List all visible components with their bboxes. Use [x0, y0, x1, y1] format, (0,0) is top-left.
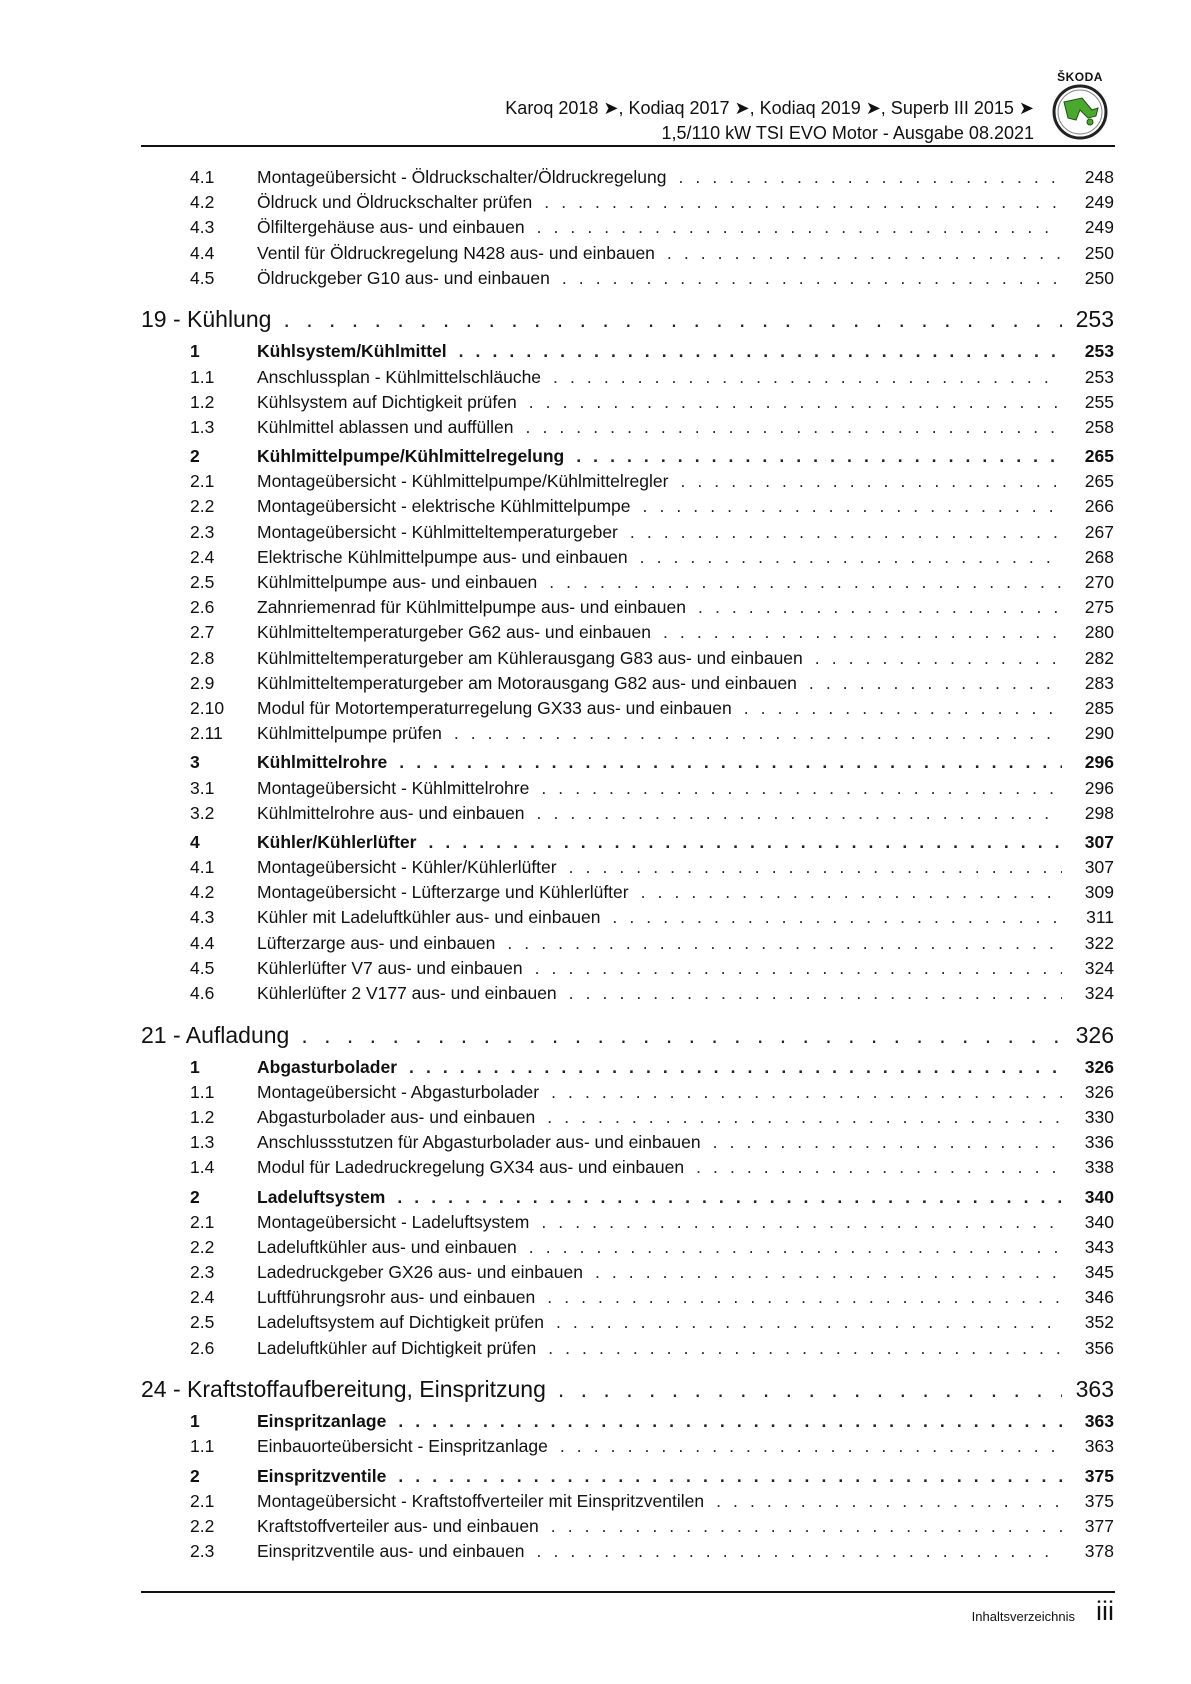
- entry-title: Einspritzventile: [257, 1465, 387, 1486]
- entry-title: Abgasturbolader: [257, 1056, 398, 1077]
- toc-entry[interactable]: [141, 1260, 1114, 1285]
- toc-entry[interactable]: [141, 1489, 1114, 1514]
- toc-entry[interactable]: [141, 721, 1114, 746]
- entry-page: 265: [1084, 446, 1114, 467]
- entry-number: 2.3: [190, 1262, 215, 1283]
- entry-page: 330: [1084, 1106, 1114, 1127]
- entry-page: 375: [1084, 1465, 1114, 1486]
- skoda-arrow-icon: [1040, 68, 1120, 148]
- entry-title: Kühlerlüfter 2 V177 aus- und einbauen: [257, 983, 557, 1004]
- entry-number: 2: [190, 1465, 200, 1486]
- entry-number: 2.1: [190, 1490, 215, 1511]
- entry-page: 338: [1084, 1157, 1114, 1178]
- dot-leader: [535, 956, 1062, 981]
- dot-leader: [551, 1080, 1062, 1105]
- entry-page: 378: [1084, 1541, 1114, 1562]
- entry-number: 2.5: [190, 572, 215, 593]
- entry-title: Öldruck und Öldruckschalter prüfen: [257, 192, 533, 213]
- entry-page: 282: [1084, 647, 1114, 668]
- entry-title: Anschlussstutzen für Abgasturbolader aus- und einbauen: [257, 1132, 701, 1153]
- entry-page: 275: [1084, 597, 1114, 618]
- entry-title: Montageübersicht - Abgasturbolader: [257, 1081, 540, 1102]
- dot-leader: [551, 1514, 1062, 1539]
- header-subtitle: 1,5/110 kW TSI EVO Motor - Ausgabe 08.2021: [661, 123, 1034, 143]
- toc-entry[interactable]: [141, 801, 1114, 826]
- toc-section[interactable]: [141, 750, 1114, 775]
- skoda-logo: [1040, 68, 1120, 148]
- toc-entry[interactable]: [141, 266, 1114, 291]
- entry-title: Kühlmittelrohre aus- und einbauen: [257, 802, 525, 823]
- entry-number: 2.8: [190, 647, 215, 668]
- dot-leader: [569, 855, 1062, 880]
- entry-page: 340: [1084, 1186, 1114, 1207]
- entry-number: 2.1: [190, 1211, 215, 1232]
- header-models: Karoq 2018 ➤, Kodiaq 2017 ➤, Kodiaq 2019 ➤, Superb III 2015 ➤: [505, 98, 1034, 118]
- entry-page: 283: [1084, 672, 1114, 693]
- entry-number: 2.2: [190, 1515, 215, 1536]
- entry-title: Kühlmittelpumpe aus- und einbauen: [257, 572, 538, 593]
- entry-page: 336: [1084, 1132, 1114, 1153]
- entry-title: Montageübersicht - Kühlmitteltemperaturgeber: [257, 521, 618, 542]
- dot-leader: [541, 1210, 1062, 1235]
- dot-leader: [529, 1235, 1062, 1260]
- entry-title: Montageübersicht - Kühlmittelpumpe/Kühlmittelregler: [257, 471, 669, 492]
- entry-title: Kühlmittelrohre: [257, 752, 388, 773]
- entry-number: 1: [190, 1056, 200, 1077]
- entry-number: 1.3: [190, 1132, 215, 1153]
- entry-page: 285: [1084, 697, 1114, 718]
- dot-leader: [562, 266, 1062, 291]
- entry-title: Modul für Motortemperaturregelung GX33 aus- und einbauen: [257, 697, 732, 718]
- entry-title: Einspritzanlage: [257, 1411, 387, 1432]
- entry-page: 280: [1084, 622, 1114, 643]
- entry-page: 311: [1086, 907, 1114, 928]
- entry-title: Montageübersicht - Ladeluftsystem: [257, 1211, 530, 1232]
- entry-page: 258: [1084, 416, 1114, 437]
- dot-leader: [569, 981, 1062, 1006]
- entry-number: 2.2: [190, 496, 215, 517]
- dot-leader: [576, 444, 1062, 469]
- dot-leader: [560, 1434, 1062, 1459]
- entry-page: 253: [1084, 366, 1114, 387]
- toc-entry[interactable]: [141, 880, 1114, 905]
- dot-leader: [713, 1130, 1062, 1155]
- entry-page: 266: [1084, 496, 1114, 517]
- entry-page: 265: [1084, 471, 1114, 492]
- entry-title: Montageübersicht - Lüfterzarge und Kühlerlüfter: [257, 882, 629, 903]
- dot-leader: [556, 1310, 1062, 1335]
- entry-title: Kühlmitteltemperaturgeber G62 aus- und einbauen: [257, 622, 651, 643]
- entry-number: 2.11: [190, 723, 223, 744]
- entry-title: Kühlmittelpumpe prüfen: [257, 723, 442, 744]
- entry-title: Kühlmittel ablassen und auffüllen: [257, 416, 514, 437]
- toc-entry[interactable]: [141, 1080, 1114, 1105]
- toc-section[interactable]: [141, 444, 1114, 469]
- entry-title: Ladeluftkühler auf Dichtigkeit prüfen: [257, 1337, 537, 1358]
- toc-entry[interactable]: [141, 1130, 1114, 1155]
- dot-leader: [507, 931, 1062, 956]
- entry-page: 290: [1084, 723, 1114, 744]
- toc-entry[interactable]: [141, 1105, 1114, 1130]
- dot-leader: [696, 1155, 1062, 1180]
- toc-section[interactable]: [141, 1409, 1114, 1434]
- dot-leader: [459, 339, 1062, 364]
- entry-number: 1.1: [190, 1436, 215, 1457]
- dot-leader: [744, 696, 1062, 721]
- entry-title: Abgasturbolader aus- und einbauen: [257, 1106, 536, 1127]
- toc-entry[interactable]: [141, 1539, 1114, 1564]
- dot-leader: [716, 1489, 1062, 1514]
- dot-leader: [680, 469, 1062, 494]
- toc-entry[interactable]: [141, 776, 1114, 801]
- entry-number: 1.2: [190, 1106, 215, 1127]
- entry-number: 2.2: [190, 1236, 215, 1257]
- entry-number: 4.1: [190, 167, 215, 187]
- entry-title: Ölfiltergehäuse aus- und einbauen: [257, 217, 525, 238]
- entry-title: Kühlsystem/Kühlmittel: [257, 341, 447, 362]
- entry-number: 4.5: [190, 267, 215, 288]
- entry-number: 2.1: [190, 471, 215, 492]
- entry-title: Einspritzventile aus- und einbauen: [257, 1541, 525, 1562]
- entry-title: Montageübersicht - elektrische Kühlmittelpumpe: [257, 496, 631, 517]
- entry-page: 307: [1084, 831, 1114, 852]
- dot-leader: [541, 776, 1062, 801]
- entry-page: 248: [1084, 167, 1114, 187]
- dot-leader: [809, 671, 1062, 696]
- header-divider: [141, 145, 1115, 147]
- entry-title: Kühlmittelpumpe/Kühlmittelregelung: [257, 446, 565, 467]
- entry-number: 2.7: [190, 622, 215, 643]
- entry-title: Elektrische Kühlmittelpumpe aus- und einbauen: [257, 546, 628, 567]
- entry-page: 340: [1084, 1211, 1114, 1232]
- dot-leader: [640, 545, 1062, 570]
- toc-entry[interactable]: [141, 520, 1114, 545]
- entry-number: 3.1: [190, 777, 215, 798]
- entry-page: 363: [1075, 1376, 1114, 1403]
- entry-title: Kühlmitteltemperaturgeber am Kühlerausgang G83 aus- und einbauen: [257, 647, 803, 668]
- entry-page: 250: [1084, 267, 1114, 288]
- toc-entry[interactable]: [141, 1514, 1114, 1539]
- entry-number: 2.3: [190, 1541, 215, 1562]
- entry-number: 2.4: [190, 546, 215, 567]
- dot-leader: [428, 830, 1062, 855]
- entry-page: 253: [1084, 341, 1114, 362]
- entry-page: 375: [1084, 1490, 1114, 1511]
- entry-page: 345: [1084, 1262, 1114, 1283]
- toc-entry[interactable]: [141, 956, 1114, 981]
- toc-entry[interactable]: [141, 1155, 1114, 1180]
- entry-page: 267: [1084, 521, 1114, 542]
- entry-number: 4.2: [190, 192, 215, 213]
- dot-leader: [641, 880, 1062, 905]
- entry-page: 352: [1084, 1312, 1114, 1333]
- entry-page: 255: [1084, 391, 1114, 412]
- entry-page: 309: [1084, 882, 1114, 903]
- toc-entry[interactable]: [141, 494, 1114, 519]
- toc-section[interactable]: [141, 339, 1114, 364]
- toc-entry[interactable]: [141, 1434, 1114, 1459]
- dot-leader: [548, 1336, 1062, 1361]
- entry-number: 1.2: [190, 391, 215, 412]
- dot-leader: [549, 570, 1062, 595]
- entry-title: Kühlerlüfter V7 aus- und einbauen: [257, 957, 523, 978]
- entry-number: 2: [190, 446, 200, 467]
- entry-number: 4.2: [190, 882, 215, 903]
- entry-title: Einbauorteübersicht - Einspritzanlage: [257, 1436, 548, 1457]
- footer-section: Inhaltsverzeichnis: [971, 1609, 1075, 1624]
- entry-number: 2.10: [190, 697, 225, 718]
- toc-chapter[interactable]: [141, 1019, 1114, 1051]
- toc-entry[interactable]: [141, 855, 1114, 880]
- toc-entry[interactable]: [141, 1336, 1114, 1361]
- entry-title: Kraftstoffverteiler aus- und einbauen: [257, 1515, 539, 1536]
- dot-leader: [397, 1185, 1062, 1210]
- entry-page: 322: [1084, 932, 1114, 953]
- entry-title: Lüfterzarge aus- und einbauen: [257, 932, 496, 953]
- dot-leader: [409, 1055, 1062, 1080]
- entry-title: Kühlmitteltemperaturgeber am Motorausgang G82 aus- und einbauen: [257, 672, 797, 693]
- entry-page: 326: [1084, 1081, 1114, 1102]
- entry-title: Ladedruckgeber GX26 aus- und einbauen: [257, 1262, 583, 1283]
- toc-entry[interactable]: [141, 190, 1114, 215]
- toc-entry[interactable]: [141, 390, 1114, 415]
- toc-entry[interactable]: [141, 365, 1114, 390]
- dot-leader: [529, 390, 1062, 415]
- entry-number: 2.9: [190, 672, 215, 693]
- entry-page: 270: [1084, 572, 1114, 593]
- entry-page: 296: [1084, 777, 1114, 798]
- table-of-contents: [141, 165, 1114, 1564]
- entry-title: Kühlsystem auf Dichtigkeit prüfen: [257, 391, 517, 412]
- toc-entry[interactable]: [141, 241, 1114, 266]
- entry-number: 4.4: [190, 932, 215, 953]
- entry-number: 1: [190, 1411, 200, 1432]
- toc-entry[interactable]: [141, 696, 1114, 721]
- dot-leader: [698, 595, 1062, 620]
- dot-leader: [454, 721, 1062, 746]
- dot-leader: [526, 415, 1062, 440]
- entry-title: Luftführungsrohr aus- und einbauen: [257, 1287, 536, 1308]
- entry-page: 268: [1084, 546, 1114, 567]
- entry-number: 4.6: [190, 983, 215, 1004]
- entry-number: 2.6: [190, 597, 215, 618]
- entry-page: 356: [1084, 1337, 1114, 1358]
- entry-page: 324: [1084, 957, 1114, 978]
- entry-page: 307: [1084, 857, 1114, 878]
- entry-number: 1.1: [190, 1081, 215, 1102]
- toc-entry[interactable]: [141, 671, 1114, 696]
- entry-title: Kühler/Kühlerlüfter: [257, 831, 417, 852]
- dot-leader: [399, 750, 1062, 775]
- entry-title: Montageübersicht - Kühlmittelrohre: [257, 777, 530, 798]
- entry-number: 4.3: [190, 907, 215, 928]
- toc-chapter[interactable]: [141, 1373, 1114, 1405]
- entry-number: 4.4: [190, 242, 215, 263]
- entry-title: Anschlussplan - Kühlmittelschläuche: [257, 366, 542, 387]
- entry-number: 4.1: [190, 857, 215, 878]
- entry-number: 3: [190, 752, 200, 773]
- entry-title: Ventil für Öldruckregelung N428 aus- und einbauen: [257, 242, 655, 263]
- dot-leader: [595, 1260, 1062, 1285]
- entry-title: Montageübersicht - Kühler/Kühlerlüfter: [257, 857, 557, 878]
- toc-entry[interactable]: [141, 165, 1114, 190]
- entry-page: 343: [1084, 1236, 1114, 1257]
- entry-number: 1.3: [190, 416, 215, 437]
- dot-leader: [679, 165, 1063, 190]
- dot-leader: [558, 1373, 1062, 1405]
- dot-leader: [815, 646, 1062, 671]
- toc-entry[interactable]: [141, 1310, 1114, 1335]
- entry-page: 298: [1084, 802, 1114, 823]
- entry-title: Modul für Ladedruckregelung GX34 aus- und einbauen: [257, 1157, 685, 1178]
- toc-entry[interactable]: [141, 905, 1114, 930]
- dot-leader: [537, 215, 1062, 240]
- toc-entry[interactable]: [141, 469, 1114, 494]
- dot-leader: [537, 1539, 1062, 1564]
- dot-leader: [283, 303, 1062, 335]
- dot-leader: [663, 620, 1062, 645]
- entry-page: 326: [1084, 1056, 1114, 1077]
- dot-leader: [612, 905, 1062, 930]
- toc-section[interactable]: [141, 1185, 1114, 1210]
- entry-title: Ladeluftkühler aus- und einbauen: [257, 1236, 517, 1257]
- entry-page: 250: [1084, 242, 1114, 263]
- entry-title: Montageübersicht - Kraftstoffverteiler mit Einspritzventilen: [257, 1490, 705, 1511]
- entry-page: 363: [1084, 1411, 1114, 1432]
- toc-entry[interactable]: [141, 215, 1114, 240]
- entry-page: 346: [1084, 1287, 1114, 1308]
- entry-number: 4: [190, 831, 200, 852]
- entry-title: 19 - Kühlung: [141, 306, 272, 333]
- brand-wordmark: ŠKODA: [1057, 70, 1103, 84]
- entry-number: 2.3: [190, 521, 215, 542]
- entry-number: 1: [190, 341, 200, 362]
- dot-leader: [547, 1105, 1062, 1130]
- toc-section[interactable]: [141, 1055, 1114, 1080]
- toc-entry[interactable]: [141, 1285, 1114, 1310]
- toc-entry[interactable]: [141, 415, 1114, 440]
- toc-entry[interactable]: [141, 931, 1114, 956]
- toc-entry[interactable]: [141, 646, 1114, 671]
- entry-number: 1.4: [190, 1157, 215, 1178]
- toc-entry[interactable]: [141, 545, 1114, 570]
- entry-number: 1.1: [190, 366, 215, 387]
- entry-title: 24 - Kraftstoffaufbereitung, Einspritzung: [141, 1376, 546, 1403]
- dot-leader: [553, 365, 1062, 390]
- toc-entry[interactable]: [141, 1210, 1114, 1235]
- entry-title: Öldruckgeber G10 aus- und einbauen: [257, 267, 550, 288]
- dot-leader: [630, 520, 1062, 545]
- entry-title: Montageübersicht - Öldruckschalter/Öldruckregelung: [257, 167, 667, 187]
- dot-leader: [537, 801, 1062, 826]
- page-number: iii: [1096, 1596, 1114, 1626]
- entry-page: 363: [1084, 1436, 1114, 1457]
- entry-page: 377: [1084, 1515, 1114, 1536]
- toc-section[interactable]: [141, 830, 1114, 855]
- toc-entry[interactable]: [141, 1235, 1114, 1260]
- toc-section[interactable]: [141, 1464, 1114, 1489]
- entry-page: 296: [1084, 752, 1114, 773]
- entry-number: 2.5: [190, 1312, 215, 1333]
- dot-leader: [301, 1019, 1062, 1051]
- entry-number: 4.3: [190, 217, 215, 238]
- dot-leader: [544, 190, 1062, 215]
- dot-leader: [398, 1464, 1062, 1489]
- entry-title: Ladeluftsystem auf Dichtigkeit prüfen: [257, 1312, 544, 1333]
- entry-title: Ladeluftsystem: [257, 1186, 386, 1207]
- entry-page: 249: [1084, 192, 1114, 213]
- dot-leader: [398, 1409, 1062, 1434]
- entry-title: 21 - Aufladung: [141, 1021, 290, 1048]
- entry-page: 249: [1084, 217, 1114, 238]
- entry-number: 2.4: [190, 1287, 215, 1308]
- toc-entry[interactable]: [141, 595, 1114, 620]
- entry-title: Kühler mit Ladeluftkühler aus- und einbauen: [257, 907, 601, 928]
- footer-divider: [141, 1591, 1115, 1593]
- dot-leader: [643, 494, 1062, 519]
- entry-number: 2: [190, 1186, 200, 1207]
- entry-number: 4.5: [190, 957, 215, 978]
- dot-leader: [667, 241, 1062, 266]
- toc-chapter[interactable]: [141, 303, 1114, 335]
- entry-title: Zahnriemenrad für Kühlmittelpumpe aus- und einbauen: [257, 597, 687, 618]
- entry-page: 324: [1084, 983, 1114, 1004]
- entry-page: 326: [1075, 1021, 1114, 1048]
- toc-entry[interactable]: [141, 570, 1114, 595]
- toc-entry[interactable]: [141, 981, 1114, 1006]
- toc-entry[interactable]: [141, 620, 1114, 645]
- entry-page: 253: [1075, 306, 1114, 333]
- dot-leader: [547, 1285, 1062, 1310]
- entry-number: 2.6: [190, 1337, 215, 1358]
- entry-number: 3.2: [190, 802, 215, 823]
